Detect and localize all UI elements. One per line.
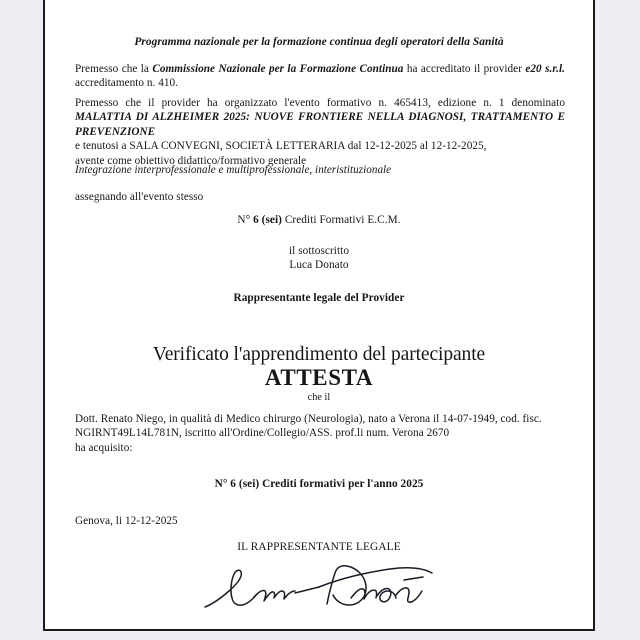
- participant-details: [75, 412, 565, 441]
- credits-prefix: N°: [237, 214, 254, 226]
- premise-paragraph-2: [75, 96, 565, 168]
- undersigned-label: il sottoscritto: [288, 245, 350, 257]
- event-objective-line: avente come obiettivo didattico/formativo generale: [75, 154, 307, 167]
- provider-name: e20 s.r.l.: [525, 63, 565, 75]
- page-content-area: [60, 0, 578, 629]
- certificate-page: [43, 0, 595, 631]
- commission-name: Commissione Nazionale per la Formazione Continua: [152, 63, 404, 75]
- verification-heading: Verificato l'apprendimento del partecipante: [152, 344, 486, 365]
- provider-representative-label: Rappresentante legale del Provider: [233, 292, 405, 304]
- assigning-line: assegnando all'evento stesso: [75, 191, 204, 203]
- participant-line-1: Dott. Renato Niego, in qualità di Medico chirurgo (Neurologia), nato a Verona il 14-07-1949, cod. fisc.: [75, 413, 542, 425]
- premise-1-prefix: Premesso che la: [75, 63, 153, 75]
- che-il-label: che il: [307, 392, 331, 403]
- undersigned-name: Luca Donato: [289, 259, 349, 272]
- premise-1-middle: ha accreditato il provider: [403, 63, 526, 75]
- undersigned-block: [60, 244, 578, 273]
- program-heading: Programma nazionale per la formazione continua degli operatori della Sanità: [134, 36, 504, 48]
- credits-suffix: Crediti Formativi E.C.M.: [281, 214, 401, 226]
- participant-line-2: NGIRNT49L14L781N, iscritto all'Ordine/Collegio/ASS. prof.li num. Verona 2670: [75, 427, 450, 440]
- event-venue-line: e tenutosi a SALA CONVEGNI, SOCIETÀ LETTERARIA dal 12-12-2025 al 12-12-2025,: [75, 140, 487, 153]
- premise-1-suffix: accreditamento n. 410.: [75, 77, 178, 90]
- premise-2-prefix: Premesso che il provider ha organizzato l'evento formativo n. 465413, edizione n. 1 denominato: [75, 97, 565, 109]
- credits-amount: 6 (sei): [253, 214, 282, 226]
- legal-representative-label: IL RAPPRESENTANTE LEGALE: [237, 541, 401, 553]
- credits-line-secondary: N° 6 (sei) Crediti formativi per l'anno 2025: [214, 478, 424, 490]
- attesta-heading: ATTESTA: [264, 365, 374, 390]
- participant-acquired-label: ha acquisito:: [75, 442, 133, 454]
- signature-icon: [199, 560, 439, 622]
- handwritten-signature: [60, 560, 578, 622]
- place-and-date: Genova, li 12-12-2025: [75, 515, 178, 527]
- objective-italic-line: Integrazione interprofessionale e multiprofessionale, interistituzionale: [75, 164, 392, 176]
- credits-line-primary: [60, 213, 578, 227]
- event-title: MALATTIA DI ALZHEIMER 2025: NUOVE FRONTIERE NELLA DIAGNOSI, TRATTAMENTO E PREVENZIONE: [75, 111, 565, 138]
- premise-paragraph-1: [75, 62, 565, 91]
